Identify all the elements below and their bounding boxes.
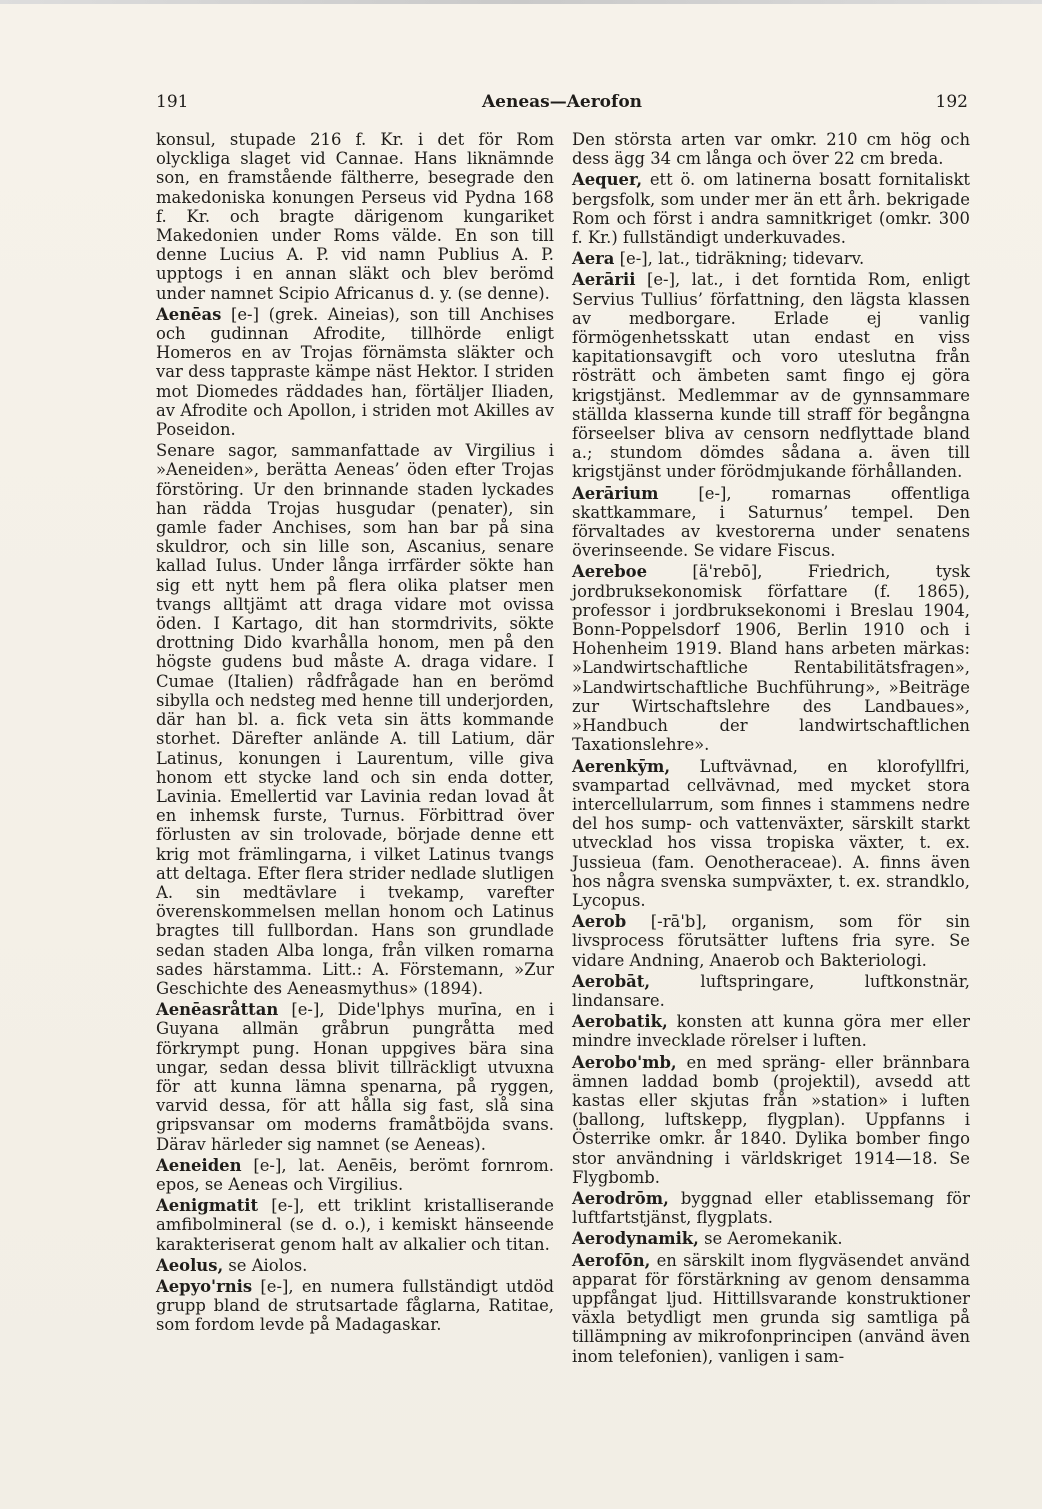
- entry-headword: Aepyo'rnis: [156, 1276, 253, 1296]
- entry-headword: Aenēasråttan: [156, 1000, 279, 1020]
- entry-headword: Aerobāt,: [572, 971, 651, 991]
- entry-text: [e-], lat., i det forntida Rom, enligt Servius Tullius’ författning, den lägsta klassen av medborgare. Erlade ej vanlig förmögenhetsskatt utan endast en viss kapitationsavgift och voro uteslutna från rösträtt och ämbeten samt fingo ej göra krigstjänst. Medlemmar av de gynnsammare ställda klasserna kunde till straff för begångna förseelser bliva av censorn nedflyttade bland a.; stundom dömdes sådana a. även till krigstjänst under förödmjukande förhållanden.: [572, 270, 970, 482]
- entry-headword: Aenēas: [156, 304, 222, 324]
- entry-headword: Aerob: [572, 912, 627, 932]
- entry-text: [e-], romarnas offentliga skattkammare, i Saturnus’ tempel. Den förvaltades av kvestorerna under senatens överinseende. Se vidare Fiscus.: [572, 483, 970, 561]
- entry-text: se Aiolos.: [228, 1255, 308, 1275]
- entry-headword: Aerārii: [572, 270, 636, 290]
- page-number-right: 192: [935, 92, 968, 112]
- dictionary-entry: [156, 130, 554, 303]
- entry-headword: Aera: [572, 249, 615, 269]
- dictionary-entry: [156, 1000, 554, 1154]
- entry-text: Senare sagor, sammanfattade av Virgilius i »Aeneiden», berätta Aeneas’ öden efter Trojas förstöring. Ur den brinnande staden lyckades han rädda Trojas husgudar (penater), sin gamle fader Anchises, som han bar på sina skuldror, och sin lille son, Ascanius, senare kallad Iulus. Under långa irrfärder sökte han sig ett nytt hem på flera olika platser men tvangs alltjämt att draga vidare mot ovissa öden. I Kartago, dit han stormdrivits, sökte drottning Dido kvarhålla honom, men på den högste gudens bud måste A. draga vidare. I Cumae (Italien) rådfrågade han en berömd sibylla och nedsteg med henne till underjorden, där han bl. a. fick veta sin ätts kommande storhet. Därefter anlände A. till Latium, där Latinus, konungen i Laurentum, ville giva honom ett stycke land och sin enda dotter, Lavinia. Emellertid var Lavinia redan lovad åt en inhemsk furste, Turnus. Förbittrad över förlusten av sin trolovade, började denne ett krig mot främlingarna, i vilket Latinus tvangs att deltaga. Efter flera strider nedlade slutligen A. sin medtävlare i tvekamp, varefter överenskommelsen mellan honom och Latinus bragtes till fullbordan. Hans son grundlade sedan staden Alba longa, från vilken romarna sades härstamma. Litt.: A. Förstemann, »Zur Geschichte des Aeneasmythus» (1894).: [156, 441, 554, 998]
- entry-text: Luftvävnad, en klorofyllfri, svampartad cellvävnad, med mycket stora intercellularrum, som finnes i stammens nedre del hos sump- och vattenväxter, särskilt starkt utvecklad hos vissa tropiska växter, t. ex. Jussieua (fam. Oenotheraceae). A. finns även hos några svenska sumpväxter, t. ex. strandklo, Lycopus.: [572, 756, 970, 910]
- dictionary-entry: [156, 1196, 554, 1254]
- entry-headword: Aeolus,: [156, 1255, 224, 1275]
- entry-headword: Aerenkȳm,: [572, 756, 671, 776]
- dictionary-entry: [572, 757, 970, 911]
- dictionary-entry: [572, 912, 970, 970]
- entry-headword: Aerobo'mb,: [572, 1052, 677, 1072]
- entry-text: [ä'rebō], Friedrich, tysk jordbruksekonomisk författare (f. 1865), professor i jordbruksekonomi i Breslau 1904, Bonn-Poppelsdorf 1906, Berlin 1910 och i Hohenheim 1919. Bland hans arbeten märkas: »Landwirtschaftliche Rentabilitätsfragen», »Landwirtschaftliche Buchführung», »Beiträge zur Wirtschaftslehre des Landbaues», »Handbuch der landwirtschaftlichen Taxationslehre».: [572, 562, 970, 755]
- dictionary-entry: [572, 484, 970, 561]
- right-column: [572, 130, 970, 1368]
- entry-text: en särskilt inom flygväsendet använd apparat för förstärkning av genom densamma uppfångat ljud. Hittillsvarande konstruktioner växla betydligt men grunda sig samtliga på tillämpning av mikrofonprincipen (använd även inom telefonien), vanligen i sam-: [572, 1250, 970, 1366]
- dictionary-entry: [572, 249, 970, 268]
- entry-headword: Aerodrōm,: [572, 1188, 669, 1208]
- dictionary-entry: [156, 1256, 554, 1275]
- page-header: [156, 92, 968, 116]
- dictionary-entry: [156, 441, 554, 998]
- dictionary-entry: [572, 1251, 970, 1366]
- entry-text: ett ö. om latinerna bosatt fornitaliskt bergsfolk, som under mer än ett årh. bekrigade Rom och först i andra samnitkriget (omkr. 300 f. Kr.) fullständigt underkuvades.: [572, 170, 970, 248]
- page-number-left: 191: [156, 92, 189, 112]
- dictionary-entry: [156, 305, 554, 439]
- dictionary-entry: [572, 1053, 970, 1187]
- entry-text: Den största arten var omkr. 210 cm hög och dess ägg 34 cm långa och över 22 cm breda.: [572, 130, 970, 169]
- entry-text: konsul, stupade 216 f. Kr. i det för Rom olyckliga slaget vid Cannae. Hans liknämnde son, en framstående fältherre, besegrade den makedoniska konungen Perseus vid Pydna 168 f. Kr. och bragte därigenom kungariket Makedonien under Roms välde. En son till denne Lucius A. P. vid namn Publius A. P. upptogs i en annan släkt och blev berömd under namnet Scipio Africanus d. y. (se denne).: [156, 130, 554, 303]
- entry-headword: Aequer,: [572, 170, 643, 190]
- dictionary-entry: [572, 972, 970, 1010]
- entry-text: se Aeromekanik.: [704, 1229, 843, 1249]
- top-edge: [0, 0, 1042, 4]
- entry-headword: Aerārium: [572, 483, 659, 503]
- entry-headword: Aerodynamik,: [572, 1229, 699, 1249]
- entry-headword: Aereboe: [572, 562, 648, 582]
- dictionary-entry: [572, 1189, 970, 1227]
- entry-text: [e-] (grek. Aineias), son till Anchises och gudinnan Afrodite, tillhörde enligt Homeros en av Trojas förnämsta släkter och var dess tappraste kämpe näst Hektor. I striden mot Diomedes räddades han, förtäljer Iliaden, av Afrodite och Apollon, i striden mot Akilles av Poseidon.: [156, 304, 554, 440]
- entry-text: [e-], Dide'lphys murīna, en i Guyana allmän gråbrun pungråtta med förkrympt pung. Honan uppgives bära sina ungar, sedan dessa blivit tillräckligt utvuxna för att kunna lämna spenarna, på ryggen, varvid dessa, för att hålla sig fast, slå sina gripsvansar om moderns framåtböjda svans. Därav härleder sig namnet (se Aeneas).: [156, 1000, 554, 1154]
- entry-headword: Aerofōn,: [572, 1250, 651, 1270]
- entry-text: en med spräng- eller brännbara ämnen laddad bomb (projektil), avsedd att kastas eller skjutas från »station» i luften (ballong, luftskepp, flygplan). Uppfanns i Österrike omkr. år 1840. Dylika bomber fingo stor användning i världskriget 1914—18. Se Flygbomb.: [572, 1052, 971, 1187]
- dictionary-entry: [572, 130, 970, 168]
- dictionary-entry: [156, 1277, 554, 1335]
- dictionary-entry: [572, 1012, 970, 1050]
- entry-text: konsten att kunna göra mer eller mindre invecklade rörelser i luften.: [572, 1012, 970, 1051]
- entry-headword: Aeneiden: [156, 1155, 242, 1175]
- dictionary-entry: [572, 562, 970, 754]
- entry-text: [e-], lat., tidräkning; tidevarv.: [619, 249, 865, 269]
- entry-text: [-rā'b], organism, som för sin livsprocess förutsätter luftens fria syre. Se vidare Andning, Anaerob och Bakteriologi.: [572, 912, 970, 970]
- dictionary-entry: [156, 1156, 554, 1194]
- entry-text: [e-], lat. Aenēis, berömt fornrom. epos, se Aeneas och Virgilius.: [156, 1155, 554, 1194]
- left-column: [156, 130, 554, 1337]
- entry-headword: Aerobatik,: [572, 1012, 668, 1032]
- entry-text: luftspringare, luftkonstnär, lindansare.: [572, 971, 970, 1010]
- entry-text: [e-], ett triklint kristalliserande amfibolmineral (se d. o.), i kemiskt hänseende karakteriserat genom halt av alkalier och titan.: [156, 1196, 554, 1254]
- dictionary-entry: [572, 1229, 970, 1248]
- entry-text: [e-], en numera fullständigt utdöd grupp bland de strutsartade fåglarna, Ratitae, som fordom levde på Madagaskar.: [156, 1276, 554, 1335]
- dictionary-entry: [572, 270, 970, 481]
- running-head: Aeneas—Aerofon: [481, 92, 643, 112]
- dictionary-entry: [572, 170, 970, 247]
- entry-text: byggnad eller etablissemang för luftfartstjänst, flygplats.: [572, 1188, 970, 1228]
- entry-headword: Aenigmatit: [156, 1196, 259, 1216]
